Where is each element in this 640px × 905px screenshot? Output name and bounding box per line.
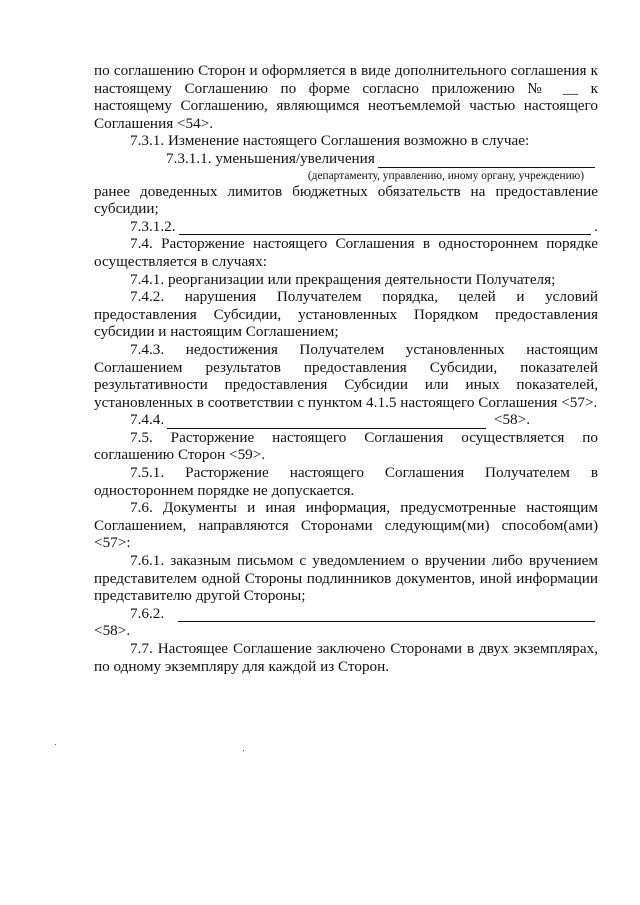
blank-fill-line bbox=[167, 415, 486, 429]
paragraph-7-5: 7.5. Расторжение настоящего Соглашения осуществляется по соглашению Сторон <59>. bbox=[94, 428, 598, 464]
paragraph-7-3-1-2-label: 7.3.1.2. bbox=[130, 217, 176, 235]
scan-speck bbox=[243, 750, 244, 751]
blank-fill-line bbox=[178, 608, 595, 622]
blank-fill-line bbox=[179, 221, 592, 235]
paragraph-7-4-4-label: 7.4.4. bbox=[130, 411, 165, 429]
paragraph-7-3-1-2-line bbox=[94, 218, 598, 236]
paragraph-7-4: 7.4. Расторжение настоящего Соглашения в одностороннем порядке осуществляется в случаях: bbox=[94, 235, 598, 270]
paragraph-7-3-1-1-line bbox=[94, 150, 598, 168]
paragraph-7-3-1-2-end: . bbox=[594, 217, 598, 235]
document-page bbox=[94, 62, 598, 675]
paragraph-7-6-2-label: 7.6.2. bbox=[130, 604, 165, 622]
paragraph-7-7: 7.7. Настоящее Соглашение заключено Сторонами в двух экземплярах, по одному экземпляру для каждой из Сторон. bbox=[94, 640, 598, 675]
paragraph-7-4-4-end: <58>. bbox=[493, 411, 530, 429]
blank-fill-line bbox=[378, 154, 595, 168]
paragraph-7-4-3: 7.4.3. недостижения Получателем установленных настоящим Соглашением результатов предоставления Субсидии, показателей результативности предоставления Субсидии или иных показателей, установленных в соответствии с пунктом 4.1.5 настоящего Соглашения <57>. bbox=[94, 340, 598, 411]
paragraph-7-3-1-1-label: 7.3.1.1. уменьшения/увеличения bbox=[166, 149, 375, 167]
paragraph-7-6-2-continuation: <58>. bbox=[94, 622, 131, 640]
paragraph-7-3-1: 7.3.1. Изменение настоящего Соглашения возможно в случае: bbox=[130, 132, 530, 150]
paragraph-7-3-1-1-continuation: ранее доведенных лимитов бюджетных обязательств на предоставление субсидии; bbox=[94, 182, 598, 218]
paragraph-7-6-1: 7.6.1. заказным письмом с уведомлением о вручении либо вручением представителем одной Стороны подлинников документов, иной информации представителю другой Стороны; bbox=[94, 552, 598, 605]
scan-speck bbox=[55, 744, 56, 745]
paragraph-7-5-1: 7.5.1. Расторжение настоящего Соглашения Получателем в одностороннем порядке не допускается. bbox=[94, 464, 598, 499]
paragraph-7-4-4-line bbox=[94, 411, 598, 429]
paragraph-7-4-1: 7.4.1. реорганизации или прекращения деятельности Получателя; bbox=[130, 270, 556, 288]
paragraph-intro: по соглашению Сторон и оформляется в виде дополнительного соглашения к настоящему Соглашению по форме согласно приложению № __ к настоящему Соглашению, являющимся неотъемлемой частью настоящего Соглашения <54>. bbox=[94, 62, 598, 132]
paragraph-7-4-2: 7.4.2. нарушения Получателем порядка, целей и условий предоставления Субсидии, установленных Порядком предоставления субсидии и настоящим Соглашением; bbox=[94, 288, 598, 341]
paragraph-7-3-1-1-caption: (департаменту, управлению, иному органу, учреждению) bbox=[307, 169, 584, 182]
paragraph-7-6-2-line bbox=[94, 605, 598, 623]
paragraph-7-6: 7.6. Документы и иная информация, предусмотренные настоящим Соглашением, направляются Сторонами следующим(ми) способом(ами) <57>: bbox=[94, 499, 598, 552]
